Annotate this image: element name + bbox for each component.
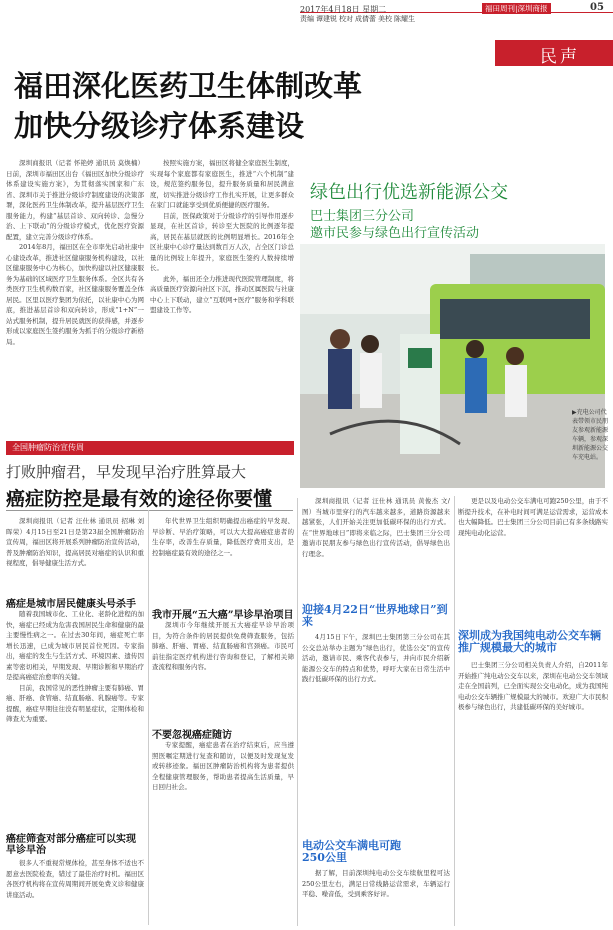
credit-label: 美校 — [378, 15, 392, 23]
paragraph: 按照实施方案，福田区将健全家庭医生制度，实现每个家庭都有家庭医生，推进“六个机制”建设，规范签约服务包，提升服务质量和居民满意度，切实推进分级诊疗工作扎实开展，让更多群众在家门口就能享受到优质便捷的医疗服务。 — [150, 159, 294, 209]
bus-charging-photo — [300, 244, 605, 488]
article-3-column-1-tail — [302, 868, 450, 926]
paragraph: 深圳商报讯（记者 汪仕林 通讯员 黄俊杰 文/图）当城市里穿行的汽车越来越多，道路资源越来越紧张，人们开始关注更加低碳环保的出行方式。在“世界地球日”即将来临之际，巴士集团三分公司邀请市民朋友参与绿色出行宣传活动，倡导绿色出行理念。 — [302, 497, 450, 558]
article-2-column-2-body — [152, 620, 294, 720]
article-2-subheading-3: 我市开展“五大癌”早诊早治项目 — [152, 610, 294, 621]
headline-line-2: 加快分级诊疗体系建设 — [14, 109, 305, 143]
paragraph: 深圳市今年继续开展五大癌症早诊早治项目，为符合条件的居民提供免费筛查服务，包括肺癌、肝癌、胃癌、结直肠癌和宫颈癌。市民可前往指定医疗机构进行咨询和登记，了解相关筛查流程和服务内容。 — [152, 621, 294, 671]
column-divider — [148, 510, 149, 925]
credit-label: 责编 — [300, 15, 314, 23]
paragraph: 2014年8月，福田区在全市率先启动社康中心建设改革，推进社区健康服务机构建设，以社区健康服务中心为核心，加快构建以社区健康服务为基础的区域医疗卫生服务体系。全区共有各类医疗卫生机构数百家，社区健康服务覆盖全体居民。区里以医疗集团为依托，以社康中心为网底，推进基层首诊和双向转诊，形成“1+N”一站式服务机制，提升居民就医的获得感，并逐步形成以家庭医生签约服务为抓手的分级诊疗新格局。 — [6, 243, 144, 346]
article-3-subtitle-1: 巴士集团三分公司 — [310, 209, 415, 224]
paragraph: 专家提醒，癌症患者在治疗结束后，应当遵照医嘱定期进行复查和随访，以便及时发现复发或转移迹象。福田区肿瘤防治机构将为患者提供全程健康管理服务，帮助患者提高生活质量，早日回归社会。 — [152, 741, 294, 791]
article-3-subheading-2: 电动公交车满电可跑250公里 — [302, 839, 401, 864]
credit-label: 校对 — [339, 15, 353, 23]
credit-name: 成倩蕾 — [355, 15, 376, 23]
staff-credits — [300, 14, 415, 24]
paragraph: 此外，福田还全力推进现代医院管理制度，将高质量医疗资源向社区下沉，推动区属医院与社康中心上下联动，建立“互联网+医疗”服务和学科联盟建设工作等。 — [150, 274, 294, 314]
photo-caption: ▶充电公司代表带领市民朋友参观新能源车辆，参观深圳新能源公交车充电站。 — [572, 409, 609, 461]
article-2-subheading-1: 癌症是城市居民健康头号杀手 — [6, 599, 136, 610]
paragraph: 年代世界卫生组织明确提出癌症的早发现、早诊断、早治疗策略，可以大大提高癌症患者的生存率，改善生存质量，降低医疗费用支出，是控制癌症最有效的途径之一。 — [152, 517, 294, 557]
article-3-title: 绿色出行优选新能源公交 — [310, 182, 508, 203]
article-2-column-1-body — [6, 609, 144, 829]
article-2-subheading-2: 癌症筛查对部分癌症可以实现早诊早治 — [6, 834, 136, 856]
paragraph: 目前，我国常见的恶性肿瘤主要有肺癌、胃癌、肝癌、食管癌、结直肠癌、乳腺癌等。专家提醒，癌症早期往往没有明显症状，定期体检和筛查尤为重要。 — [6, 683, 144, 723]
credit-name: 陈耀生 — [394, 15, 415, 23]
paragraph: 很多人不重视常规体检，甚至身体不适也不愿意去医院检查，错过了最佳治疗时机。福田区各医疗机构将在宣传周期间开展免费义诊和健康讲座活动。 — [6, 859, 144, 899]
headline-line-1: 福田深化医药卫生体制改革 — [14, 69, 363, 103]
credit-name: 谭建锐 — [316, 15, 337, 23]
issue-date: 2017年4月18日 星期二 — [300, 5, 387, 14]
article-2-title: 癌症防控是最有效的途径你要懂 — [6, 488, 273, 510]
column-divider — [297, 498, 298, 926]
article-2-column-2-intro — [152, 516, 294, 602]
article-3-subheading-3: 深圳成为我国纯电动公交车辆推广规模最大的城市 — [458, 629, 601, 654]
article-2-subheading-4: 不要忽视癌症随访 — [152, 730, 232, 741]
article-1-column-1 — [6, 158, 144, 438]
paragraph: 据了解，目前深圳纯电动公交车续航里程可达250公里左右，满足日常线路运营需求，车辆运行平稳、噪音低，受到乘客好评。 — [302, 869, 450, 898]
paragraph: 深圳商报讯（记者 怀艳婷 通讯员 莫焕楠）日前，深圳市福田区出台《福田区加快分级诊疗体系建设实施方案》，为贯彻落实国家和广东省、深圳市关于推进分级诊疗制度建设的决策部署，深化医药卫生体制改革，提升基层医疗卫生服务能力，构建“基层首诊、双向转诊、急慢分治、上下联动”的分级诊疗模式，优化医疗资源配置，建立完善分级诊疗体系。 — [6, 159, 144, 241]
column-divider — [454, 496, 455, 926]
paragraph: 目前，医保政策对于分级诊疗的引导作用逐步显现，在社区首诊，转诊至大医院的比例逐年提高，居民在基层就医的比例明显增长。2016年全区社康中心诊疗量达到数百万人次，占全区门诊总量的比例较上年提升，家庭医生签约人数持续增长。 — [150, 211, 294, 272]
page-header — [0, 0, 613, 30]
divider — [6, 510, 293, 511]
paragraph: 深圳商报讯（记者 汪仕林 通讯员 招琳 刘晖荣）4月15日至21日是第23届全国肿瘤防治宣传周，福田区将开展系列肿瘤防治宣传活动，普及肿瘤防治知识，提高居民对癌症的认识和重视程度，倡导健康生活方式。 — [6, 517, 144, 567]
article-2-column-1-intro — [6, 516, 144, 592]
article-1-column-2 — [150, 158, 294, 438]
article-2-column-2-tail — [152, 740, 294, 926]
paragraph: 4月15日下午，深圳巴士集团第三分公司在其公交总站举办主题为“绿色出行，优选公交”的宣传活动，邀请市民、乘客代表参与，并向市民介绍新能源公交车的特点和优势，呼吁大家在日常生活中践行低碳环保的出行方式。 — [302, 633, 450, 683]
article-3-subtitle-2: 邀市民参与绿色出行宣传活动 — [310, 226, 480, 241]
paragraph: 更是以及电动公交车满电可跑250公里，由于不断提升技术，在补电时间可满足运营需求，运营成本也大幅降低。巴士集团三分公司目前已有多条线路实现纯电动化运营。 — [458, 497, 608, 537]
article-3-subheading-1: 迎接4月22日“世界地球日”到来 — [302, 603, 448, 628]
article-2-kicker: 打败肿瘤君，早发现早治疗胜算最大 — [6, 463, 247, 481]
paragraph: 随着我国城市化、工业化、老龄化进程的加快，癌症已经成为危害我国居民生命和健康的最主要慢性病之一。在过去30年间，癌症死亡率增长迅速，已成为城市居民首位死因。专家指出，癌症的发生与生活方式、环境因素、遗传因素等密切相关，早期发现、早期诊断和早期治疗是提高癌症治愈率的关键。 — [6, 610, 144, 681]
article-2-column-1-tail — [6, 858, 144, 926]
article-3-column-1-body — [302, 632, 450, 836]
article-3-column-1-intro — [302, 496, 450, 600]
section-label: 民声 — [540, 47, 580, 67]
article-3-column-2-body — [458, 660, 608, 926]
paragraph: 巴士集团三分公司相关负责人介绍，自2011年开始推广纯电动公交车以来，深圳在电动公交车领域走在全国前列，已全面实现公交电动化，成为我国纯电动公交车辆推广规模最大的城市。欢迎广大市民积极参与绿色出行，共建低碳环保的美好城市。 — [458, 661, 608, 711]
page-number: 05 — [590, 2, 604, 13]
article-3-column-2-intro — [458, 496, 608, 626]
paper-name: 福田周刊|深圳商报 — [482, 3, 551, 14]
section-band-label: 全国肿瘤防治宣传周 — [12, 443, 84, 452]
